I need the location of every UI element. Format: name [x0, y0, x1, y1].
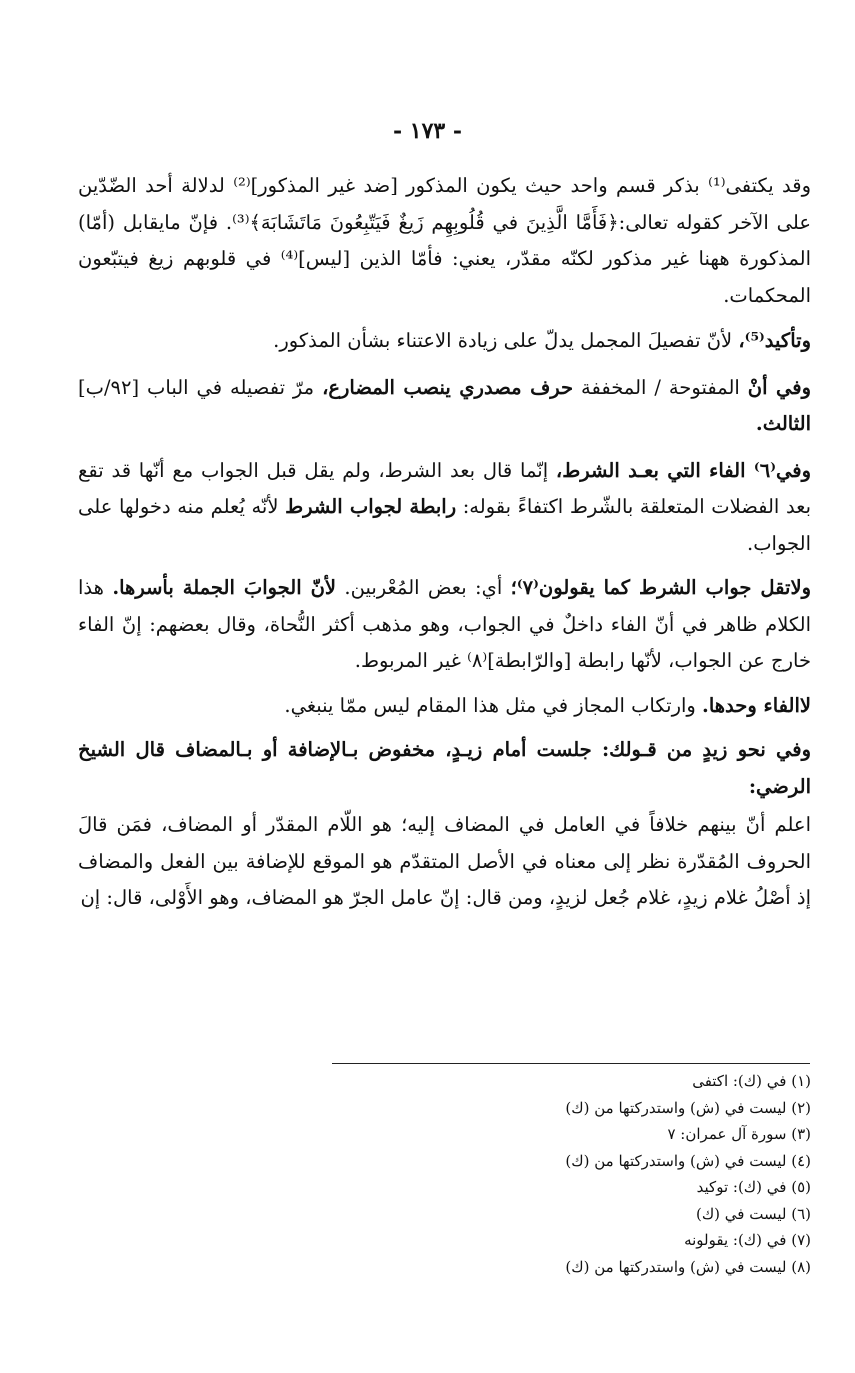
footnote-8: (٨) ليست في (ش) واستدركتها من (ك) — [565, 1257, 811, 1276]
footnote-3: (٣) سورة آل عمران: ٧ — [667, 1125, 811, 1143]
paragraph-3-mid: المفتوحة / المخففة — [573, 375, 748, 399]
paragraph-4-end: لأنّه يُعلم منه دخولها على الجواب. — [78, 495, 811, 555]
term-an: أنْ — [747, 375, 768, 399]
term-thalith: الثالث. — [755, 412, 811, 435]
paragraph-1: وقد يكتفى⁽¹⁾ بذكر قسم واحد حيث يكون المذكور [ضد غير المذكور]⁽²⁾ لدلالة أحد الضّدّين على الآخر كقوله تعالى:﴿فَأَمَّا الَّذِينَ في قُلُوبِهِم زَيغٌ فَيَتّبِعُونَ مَاتَشَابَهَ﴾⁽³⁾. فإنّ مايقابل (أمّا) المذكورة ههنا غير مذكور لكنّه مقدّر، يعني: فأمّا الذين [ليس]⁽⁴⁾ في قلوبهم زيغ فيتبّعون المحكمات. — [78, 174, 812, 307]
paragraph-8: اعلم أنّ بينهم خلافاً في العامل في المضاف إليه؛ هو اللّام المقدّر أو المضاف، فمَن قالَ الحروف المُقدّرة نظر إلى معناه في الأصل المتقدّم هو الموقع للإضافة بين الفعل والمضاف إذ أصْلُ غلام زيدٍ، غلام جُعل لزيدٍ، ومن قال: إنّ عامل الجرّ هو المضاف، وهو الأَوْلى، قال: إن — [78, 813, 811, 909]
paragraph-3-ref: مرّ تفصيله في الباب [٩٢/ب] — [78, 375, 323, 399]
paragraph-5-gloss: أي: بعض المُعْربين. — [336, 576, 511, 599]
footnote-1: (١) في (ك): اكتفى — [692, 1072, 811, 1090]
paragraph-6-text: وارتكاب المجاز في مثل هذا المقام ليس ممّا ينبغي. — [284, 693, 703, 717]
paragraph-3 — [78, 370, 811, 443]
footnote-2: (٢) ليست في (ش) واستدركتها من (ك) — [565, 1098, 811, 1117]
paragraph-2 — [78, 323, 811, 360]
paragraph-4 — [78, 453, 811, 563]
heading-la-al-fa: لاالفاء وحدها. — [702, 693, 811, 717]
page-number: - ١٧٣ - — [392, 118, 463, 144]
paragraph-2-text: لأنّ تفصيلَ المجمل يدلّ على زيادة الاعتناء بشأن المذكور. — [273, 329, 739, 352]
heading-fa: وفي⁽٦⁾ الفاء التي بعـد الشرط، — [555, 458, 811, 482]
footnote-5: (٥) في (ك): توكيد — [696, 1178, 811, 1196]
term-harf-masdari: حرف مصدري ينصب المضارع، — [322, 375, 574, 399]
paragraph-7-end: قال الشيخ الرضي: — [78, 738, 811, 798]
paragraph-6 — [78, 688, 811, 725]
term-jawab-jumla: لأنّ الجوابَ الجملة بأسرها. — [112, 576, 337, 599]
heading-taakid: وتأكيد⁽⁵⁾، — [738, 329, 811, 352]
paragraph-4-text: إنّما قال بعد الشرط، ولم يقل قبل الجواب مع أنّها قد تقع بعد الفضلات المتعلقة بالشّرط اكتفاءً بقوله: — [78, 458, 812, 518]
paragraph-5 — [78, 570, 811, 680]
paragraph-3-lead: وفي — [767, 375, 812, 399]
footnote-separator — [332, 1063, 810, 1064]
footnotes — [331, 1068, 811, 1280]
paragraph-5-text: هذا الكلام ظاهر في أنّ الفاء داخلٌ في الجواب، وهو مذهب أكثر النُّحاة، وقال بعضهم: إنّ الفاء خارج عن الجواب، لأنّها رابطة [والرّابطة]⁽٨⁾ غير المربوط. — [78, 576, 811, 672]
heading-la-taqul: ولاتقل جواب الشرط كما يقولون⁽٧⁾؛ — [510, 576, 812, 599]
body-text — [78, 168, 811, 925]
heading-zaid: وفي نحو زيدٍ من قـولك: جلست أمام زيـدٍ، مخفوض بـالإضافة أو بـالمضاف — [175, 738, 811, 761]
footnote-6: (٦) ليست في (ك) — [695, 1204, 811, 1223]
term-rabita: رابطة لجواب الشرط — [285, 495, 457, 518]
footnote-7: (٧) في (ك): يقولونه — [684, 1231, 811, 1249]
paragraph-7 — [78, 732, 811, 805]
footnote-4: (٤) ليست في (ش) واستدركتها من (ك) — [565, 1151, 811, 1170]
